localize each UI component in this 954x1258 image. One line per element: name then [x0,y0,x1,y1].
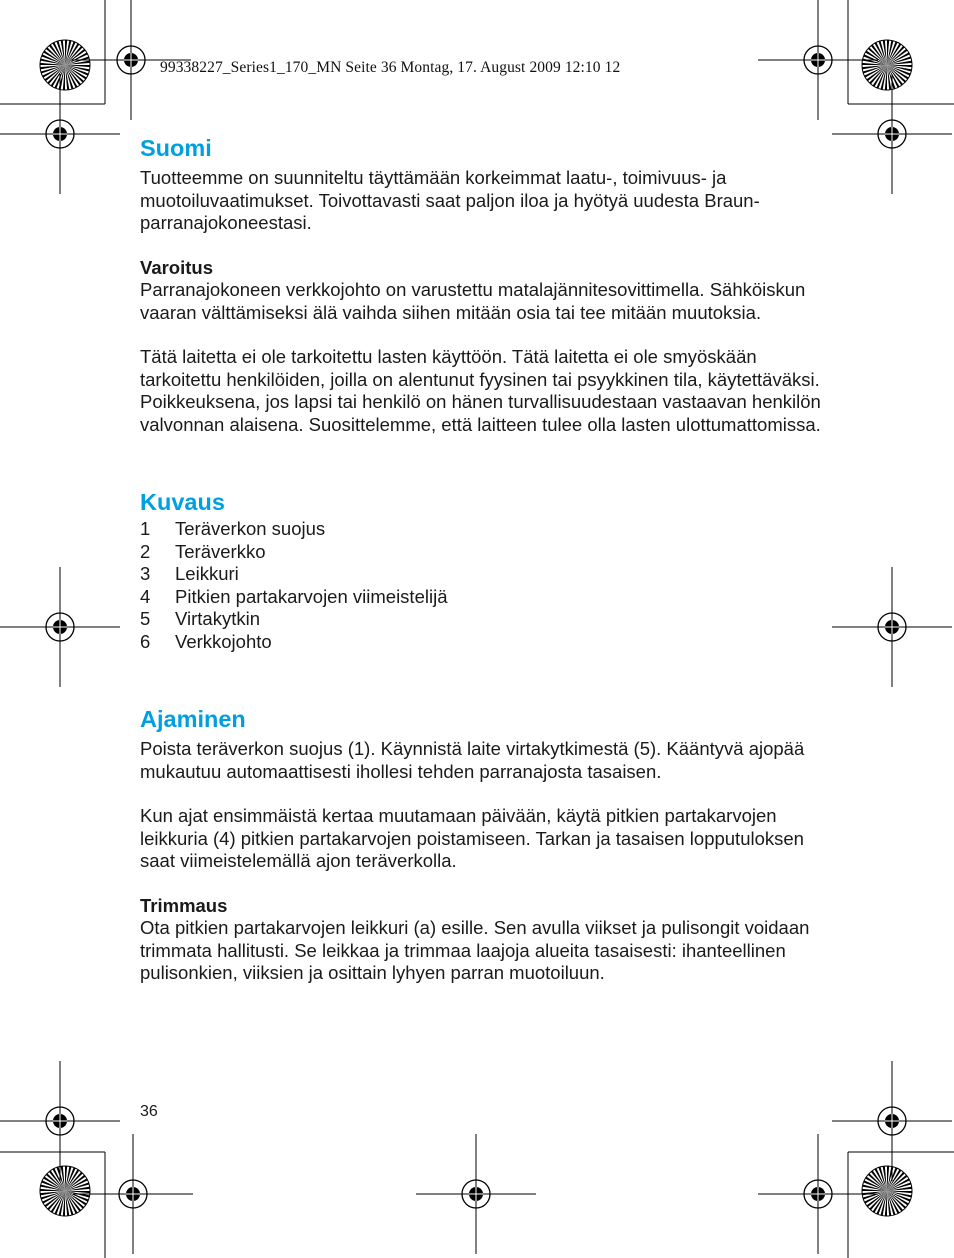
trimming-heading: Trimmaus [140,894,228,916]
registration-mark-icon [0,74,120,194]
list-item: 5 Virtakytkin [140,608,260,629]
registration-mark-icon [0,567,120,687]
warning-heading: Varoitus [140,256,213,278]
section-title-ajaminen: Ajaminen [140,706,246,732]
list-item: 1 Teräverkon suojus [140,518,326,539]
starburst-mark-icon [862,1166,912,1216]
shaving-paragraph-1: Poista teräverkon suojus (1). Käynnistä laite virtakytkimestä (5). Kääntyvä ajopää mukautuu automaattisesti ihollesi tehden parranajosta tasaisen. [140,738,805,782]
print-slug: 99338227_Series1_170_MN Seite 36 Montag, 17. August 2009 12:10 12 [160,59,621,76]
intro-paragraph: Tuotteemme on suunniteltu täyttämään korkeimmat laatu-, toimivuus- ja muotoiluvaatimukset. Toivottavasti saat paljon iloa ja hyötyä uudesta Braun-parranajokoneestasi. [140,167,760,233]
starburst-mark-icon [40,1166,90,1216]
registration-mark-icon [832,1061,952,1181]
section-title-kuvaus: Kuvaus [140,489,225,515]
section-title-suomi: Suomi [140,135,212,161]
list-item: 4 Pitkien partakarvojen viimeistelijä [140,585,448,607]
page-number: 36 [140,1103,158,1120]
trimming-paragraph: Ota pitkien partakarvojen leikkuri (a) esille. Sen avulla viikset ja pulisongit voidaan trimmata hallitusti. Se leikkaa ja trimmaa laajoja alueita tasaisesti: ihanteellinen pulisonkien, viiksien ja osittain lyhyen parran muotoiluun. [140,917,810,983]
parts-list [140,518,830,653]
children-paragraph: Tätä laitetta ei ole tarkoitettu lasten käyttöön. Tätä laitetta ei ole smyöskään tarkoitettu henkilöiden, joilla on alentunut fyysinen tai psyykkinen tila, käytettäväksi. Poikkeuksena, jos lapsi tai henkilö on hänen turvallisuudestaan vastaavan henkilön valvonnan alaisena. Suosittelemme, että laitteen tulee olla lasten ulottumattomissa. [140,346,821,435]
starburst-mark-icon [40,40,90,90]
registration-mark-icon [416,1134,536,1254]
list-item: 3 Leikkuri [140,563,239,584]
shaving-paragraph-2: Kun ajat ensimmäistä kertaa muutamaan päivään, käytä pitkien partakarvojen leikkuria (4) pitkien partakarvojen poistamiseen. Tarkan ja tasaisen lopputuloksen saat viimeistelemällä ajon teräverkolla. [140,805,804,871]
registration-mark-icon [832,74,952,194]
list-item: 6 Verkkojohto [140,630,272,652]
registration-mark-icon [758,0,878,120]
registration-mark-icon [832,567,952,687]
warning-paragraph: Parranajokoneen verkkojohto on varustettu matalajännitesovittimella. Sähköiskun vaaran välttämiseksi älä vaihda siihen mitään osia tai tee mitään muutoksia. [140,279,806,323]
page-content [140,132,830,985]
list-item: 2 Teräverkko [140,540,266,562]
starburst-mark-icon [862,40,912,90]
registration-mark-icon [0,1061,120,1181]
